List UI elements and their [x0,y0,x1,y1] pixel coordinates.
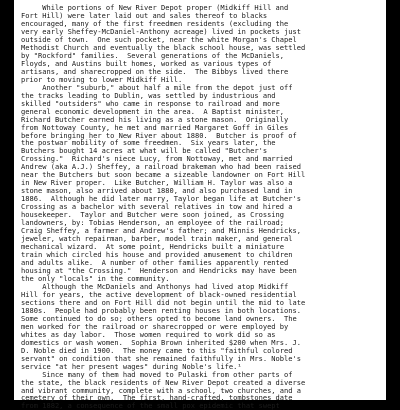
text-line: housekeeper. Taylor and Butcher were soon joined, as Crossing [21,210,285,220]
text-line: Although the McDaniels and Anthonys had lived atop Midkiff [21,281,289,291]
text-line: whites as day labor. Those women required to work did so as [21,329,276,339]
text-line: men worked for the railroad or sharecropped or were employed by [21,321,289,331]
text-line: Fort Hill) were later laid out and sales thereof to blacks [21,10,268,20]
text-line: housing at "the Crossing." Henderson and Hendricks may have been [21,265,297,275]
text-line: the postwar mobility of some freedmen. Six years later, the [21,138,276,148]
text-line: Some continued to do so; others opted to become land owners. The [21,313,297,323]
text-line: prior to moving to lower Midkiff Hill. [21,74,183,84]
text-line: Crossing." Richard's niece Lucy, from Nottoway, met and married [21,154,293,164]
text-line: Another "suburb," about half a mile from the depot just off [21,82,293,92]
text-line: 1886. Although he did later marry, Taylor began life at Butcher's [21,194,302,204]
text-line: While portions of New River Depot proper (Midkiff Hill and [21,3,289,12]
text-line: stone mason, also arrived about 1880, and also purchased land in [21,186,293,196]
text-line: Hill for years, the active development of black-owned residential [21,289,297,299]
text-line: Richard Butcher earned his living as a stone mason. Originally [21,114,289,124]
text-line: servant" on condition that she remained faithfully in Mrs. Noble's [21,353,302,363]
text-line: general economic development in the area. A Baptist minister, [21,106,285,116]
text-line: skilled "outsiders" who came in response to railroad and more [21,98,280,108]
text-line: landowners, by: Tobias Henderson, an employee of the railroad; [21,218,285,228]
text-line: outside of town. One such pocket, near the white Morgan's Chapel [21,34,297,44]
text-line: by "Rockford" families. Several generations of the McDaniels, [21,50,285,60]
text-line: from Nottoway County, he met and married Margaret Goff in Giles [21,122,289,132]
text-line: and vibrant community, complete with a school, two churches, and a [21,385,302,395]
body-text [21,4,383,410]
text-line: artisans, and sharecropped on the side. The Bibbys lived there [21,66,289,76]
text-line: D. Noble died in 1900. The money came to this "faithful colored [21,345,293,355]
text-line: in New River proper. Like Butcher, William H. Taylor was also a [21,178,293,188]
text-line: 1880s. People had probably been renting houses in both locations. [21,305,302,315]
text-line: Butchers bought 14 acres at what will be called "Butcher's [21,146,268,156]
text-line: Craig Sheffey, a farmer and Andrew's father; and Minnis Hendricks, [21,226,302,236]
document-page [14,0,386,410]
text-line: before bringing her to New River about 1880. Butcher is proof of [21,130,297,140]
text-line: very early Sheffey-McDaniel-Anthony acreage) lived in pockets just [21,26,302,36]
text-line: Andrew (aka A.J.) Sheffey, a railroad brakeman who had been raised [21,162,302,172]
text-line: the tracks leading to Dublin, was settled by industrious and [21,90,276,100]
text-line: service "at her present wages" during Noble's life.¹ [21,361,242,371]
text-line: and adults alike. A number of other families apparently rented [21,258,289,267]
text-line: the state, the black residents of New River Depot created a diverse [21,377,306,387]
text-line: domestics or wash women. Sophia Brown inherited $200 when Mrs. J. [21,337,302,347]
text-line: encouraged, many of the first freedmen residents (excluding the [21,18,289,28]
text-line: mechanical wizard. At some point, Hendricks built a miniature [21,242,285,252]
text-line: Floyds, and Austins built homes, worked as various types of [21,58,272,68]
text-line: cemetery of their own. The first, hand-crafted, tombstones date [21,393,293,403]
text-line: jeweler, watch repairman, barber, model train maker, and general [21,234,293,244]
text-line: near the Butchers but soon became a sizeable landowner on Fort Hill [21,170,306,180]
text-line: train which circled his house and provided amusement to children [21,250,293,260]
text-line: Methodist Church and eventually the black school house, was settled [21,42,306,52]
text-line: from 1882, a consequence of the small pox epidemic that swept [21,401,280,410]
text-line: sections there and on Fort Hill did not begin until the mid to late [21,297,306,307]
text-line: Crossing as a bachelor with several relatives in tow and hired a [21,202,293,212]
text-line: Since many of them had moved to Pulaski from other parts of [21,369,293,379]
text-line: the only "locals" in the community. [21,273,170,283]
